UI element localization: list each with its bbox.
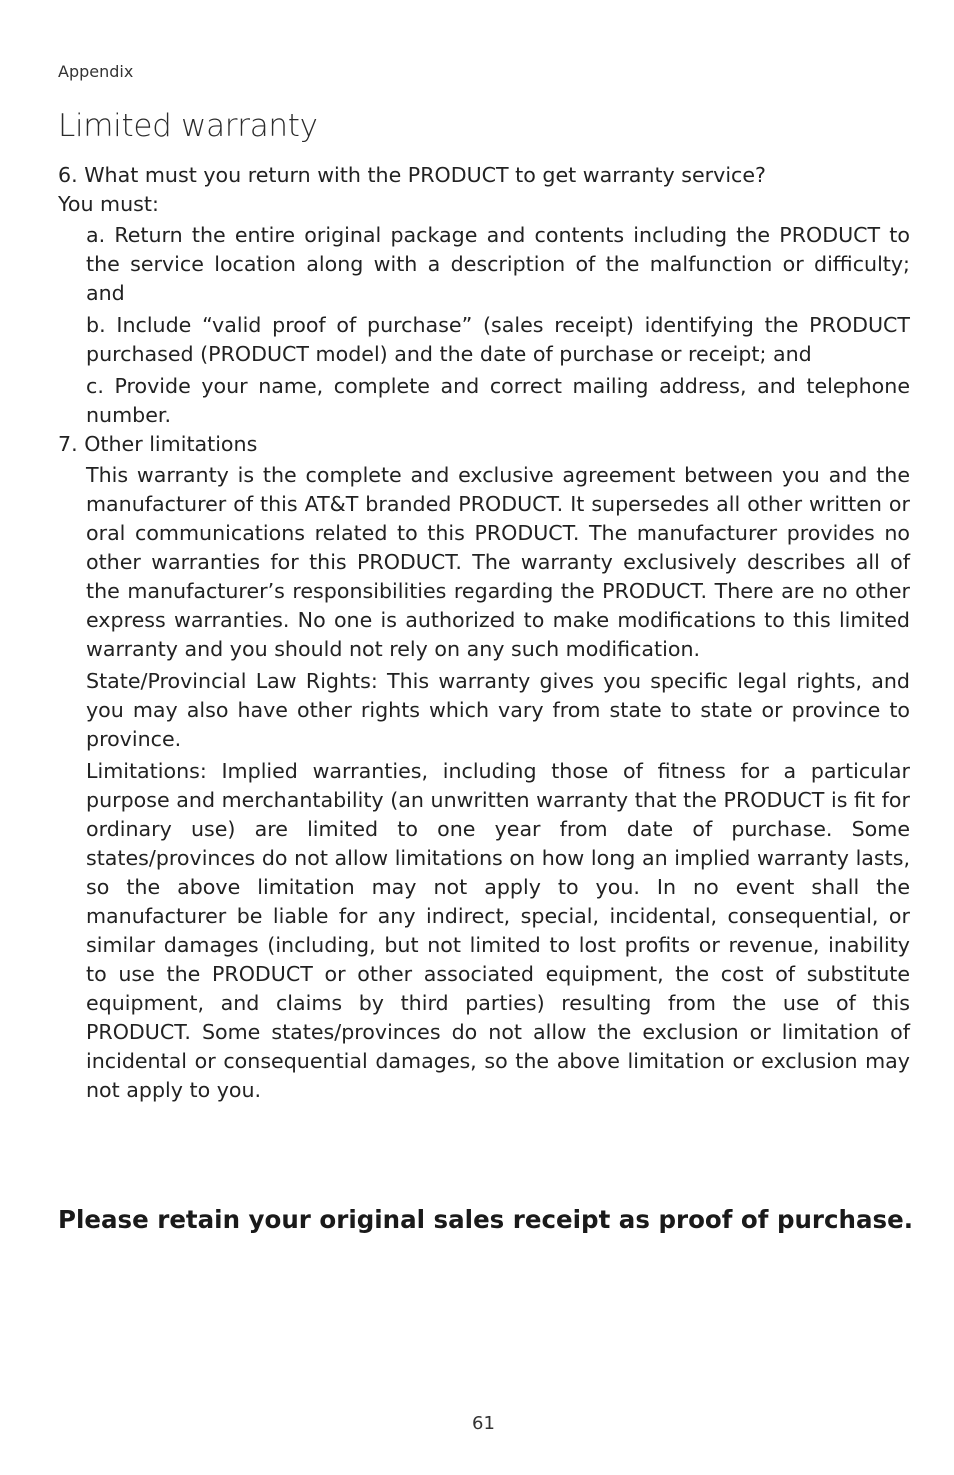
page-number: 61 xyxy=(472,1413,495,1434)
requirement-item-b: b. Include “valid proof of purchase” (sales receipt) identifying the PRODUCT purchased (PRODUCT model) and the date of purchase or receipt; and xyxy=(86,313,910,366)
limitations-paragraph-implied-warranties: Limitations: Implied warranties, including those of fitness for a particular purpose and merchantability (an unwritten warranty that the PRODUCT is fit for ordinary use) are limited to one year from date of purchase. Some states/provinces do not allow limitations on how long an implied warranty lasts, so the above limitation may not apply to you. In no event shall the manufacturer be liable for any indirect, special, incidental, consequential, or similar damages (including, but not limited to lost profits or revenue, inability to use the PRODUCT or other associated equipment, the cost of substitute equipment, and claims by third parties) resulting from the use of this PRODUCT. Some states/provinces do not allow the exclusion or limitation of incidental or consequential damages, so the above limitation or exclusion may not apply to you. xyxy=(86,759,910,1102)
question-6-intro: You must: xyxy=(58,192,159,216)
question-6-heading: 6. What must you return with the PRODUCT to get warranty service? xyxy=(58,163,766,187)
page-title: Limited warranty xyxy=(58,108,318,144)
retain-receipt-note: Please retain your original sales receipt as proof of purchase. xyxy=(58,1205,914,1234)
requirement-item-a: a. Return the entire original package and contents including the PRODUCT to the service location along with a description of the malfunction or difficulty; and xyxy=(86,223,910,305)
warranty-content xyxy=(58,161,910,1105)
limitations-paragraph-law-rights: State/Provincial Law Rights: This warranty gives you specific legal rights, and you may also have other rights which vary from state to state or province to province. xyxy=(86,669,910,751)
requirement-item-c: c. Provide your name, complete and correct mailing address, and telephone number. xyxy=(86,374,910,427)
running-header: Appendix xyxy=(58,62,134,81)
section-7-heading: 7. Other limitations xyxy=(58,432,258,456)
limitations-paragraph-agreement: This warranty is the complete and exclusive agreement between you and the manufacturer of this AT&T branded PRODUCT. It supersedes all other written or oral communications related to this PRODUCT. The manufacturer provides no other warranties for this PRODUCT. The warranty exclusively describes all of the manufacturer’s responsibilities regarding the PRODUCT. There are no other express warranties. No one is authorized to make modifications to this limited warranty and you should not rely on any such modification. xyxy=(86,463,910,661)
